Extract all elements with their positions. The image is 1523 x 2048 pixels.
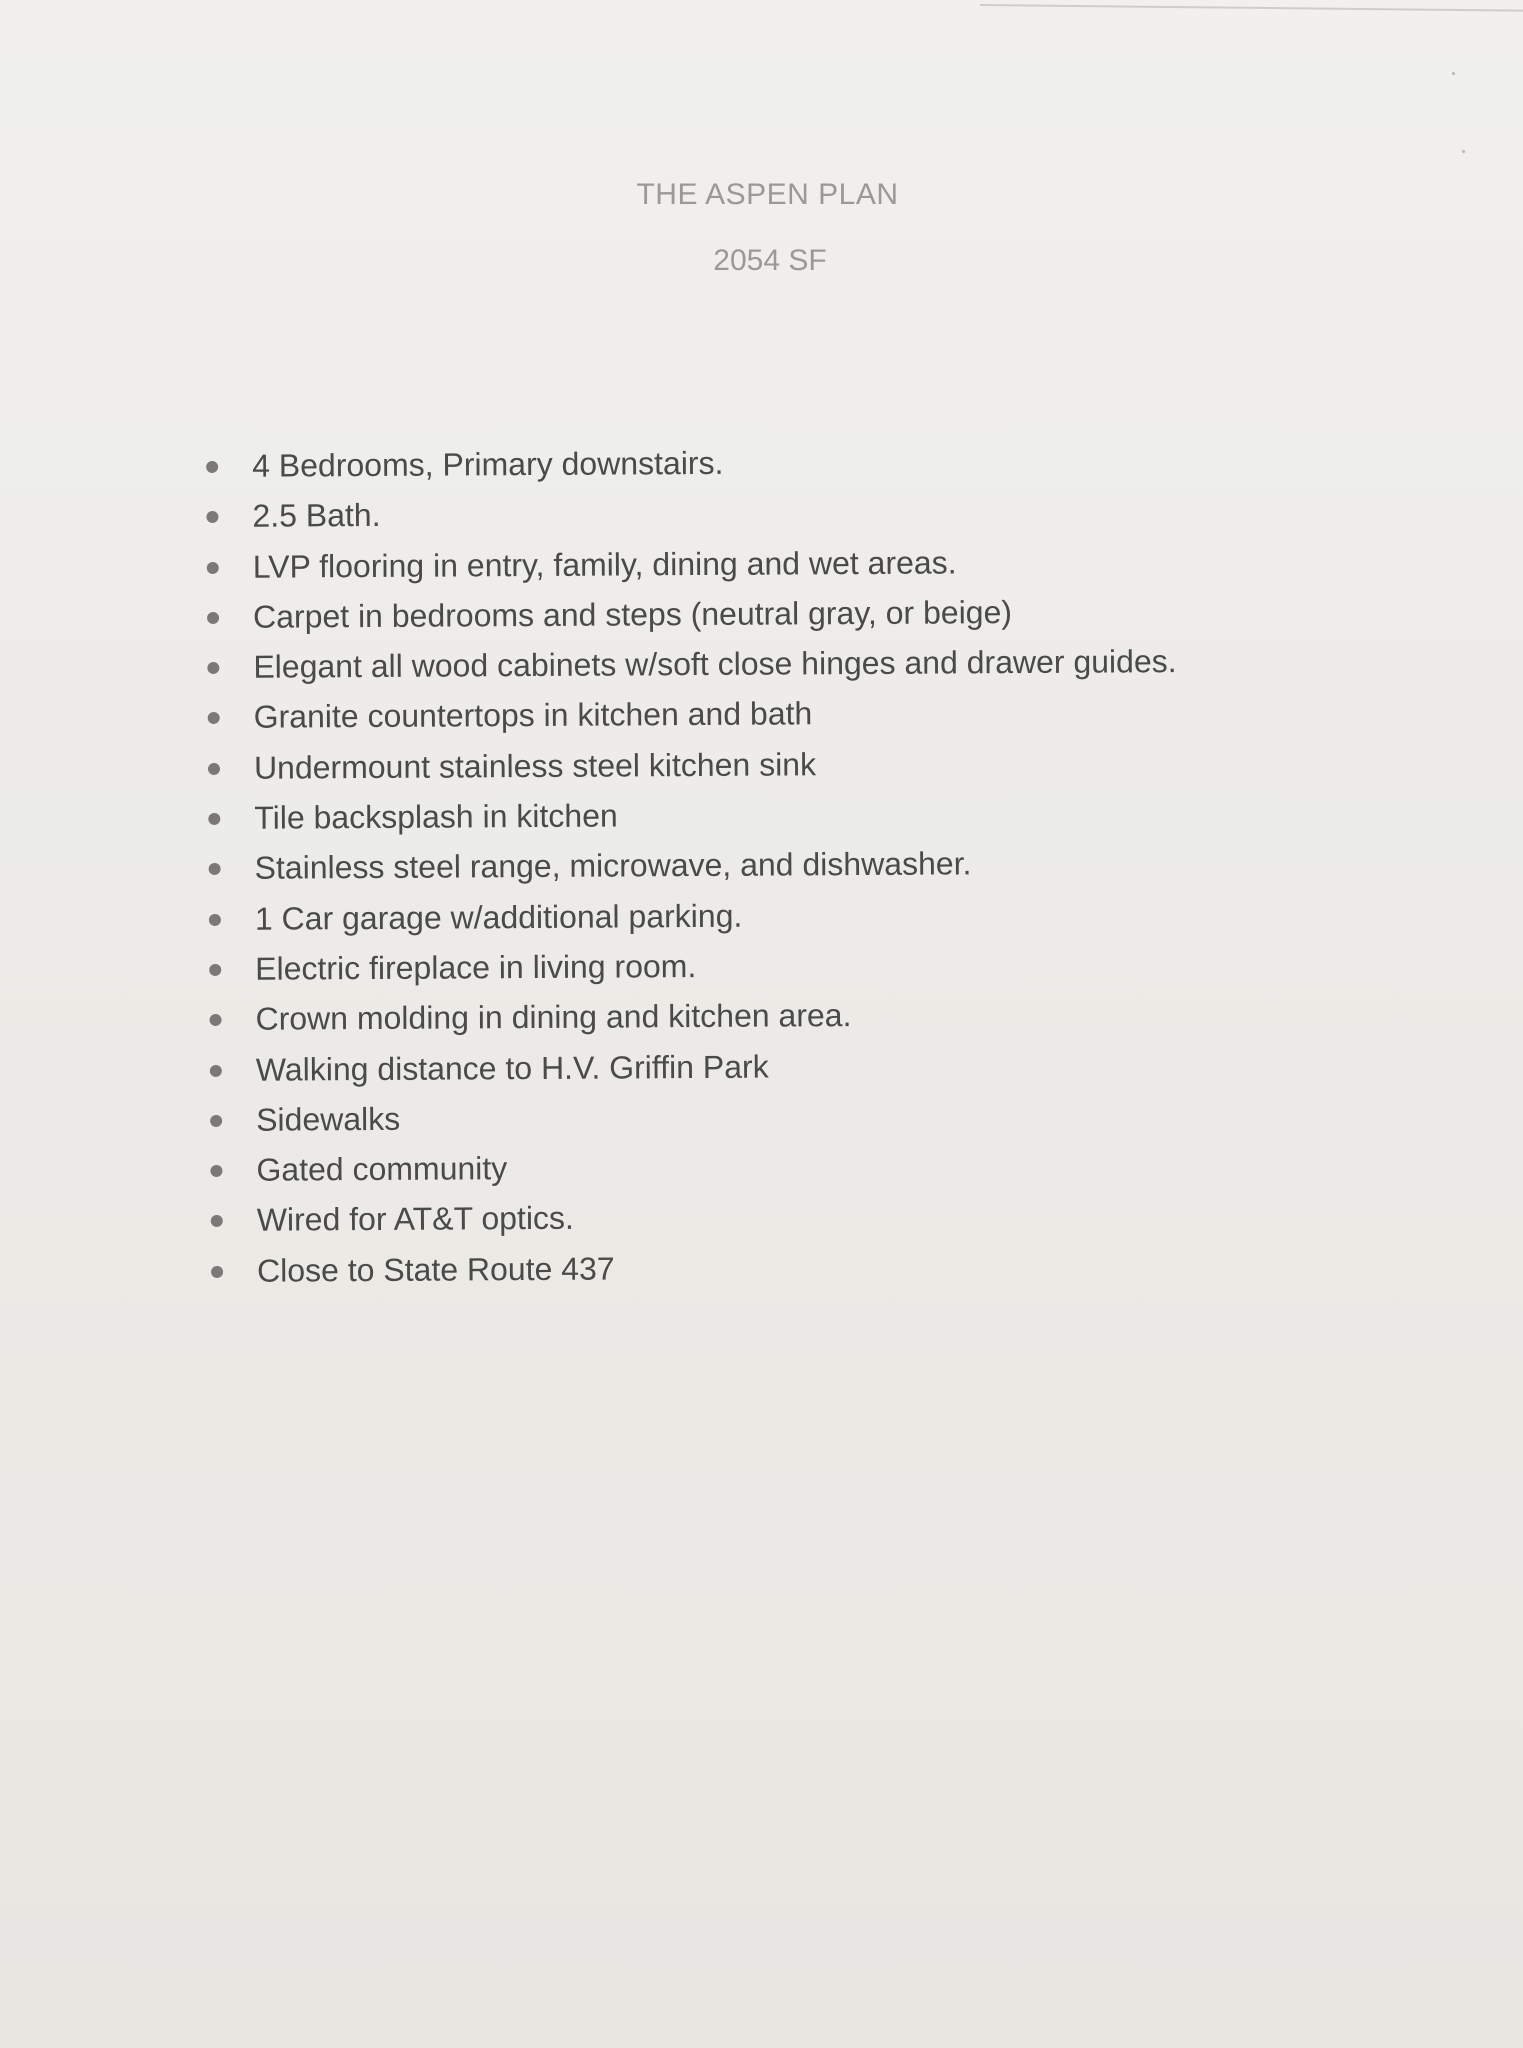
bullet-icon (211, 1266, 223, 1278)
paper-speck (1452, 72, 1455, 75)
bullet-icon (210, 1014, 222, 1026)
feature-text: Elegant all wood cabinets w/soft close hinges and drawer guides. (253, 643, 1177, 685)
feature-text: Walking distance to H.V. Griffin Park (255, 1048, 769, 1088)
bullet-icon (208, 712, 220, 724)
paper-speck (1462, 150, 1465, 153)
paper-edge-line (980, 4, 1523, 12)
feature-list (206, 441, 1177, 1296)
feature-text: 2.5 Bath. (252, 497, 381, 535)
feature-text: LVP flooring in entry, family, dining and wet areas. (252, 544, 957, 585)
feature-text: Gated community (256, 1150, 508, 1188)
bullet-icon (206, 461, 218, 473)
feature-text: Carpet in bedrooms and steps (neutral gray, or beige) (252, 593, 1013, 635)
feature-text: 4 Bedrooms, Primary downstairs. (252, 444, 724, 484)
feature-text: Sidewalks (256, 1100, 401, 1138)
feature-text: Granite countertops in kitchen and bath (253, 695, 813, 736)
feature-text: Tile backsplash in kitchen (254, 797, 618, 836)
bullet-icon (210, 1115, 222, 1127)
bullet-icon (209, 863, 221, 875)
bullet-icon (211, 1215, 223, 1227)
bullet-icon (207, 612, 219, 624)
feature-text: 1 Car garage w/additional parking. (254, 897, 743, 937)
feature-text: Electric fireplace in living room. (255, 947, 697, 987)
bullet-icon (208, 813, 220, 825)
bullet-icon (206, 511, 218, 523)
document-title: THE ASPEN PLAN (636, 178, 899, 211)
bullet-icon (210, 1165, 222, 1177)
feature-text: Wired for AT&T optics. (256, 1200, 574, 1239)
bullet-icon (209, 914, 221, 926)
feature-text: Stainless steel range, microwave, and dishwasher. (254, 845, 972, 887)
bullet-icon (207, 562, 219, 574)
bullet-icon (209, 964, 221, 976)
feature-text: Crown molding in dining and kitchen area. (255, 997, 852, 1037)
feature-text: Close to State Route 437 (256, 1250, 615, 1289)
bullet-icon (208, 763, 220, 775)
bullet-icon (207, 662, 219, 674)
document-subtitle: 2054 SF (713, 244, 827, 277)
bullet-icon (210, 1064, 222, 1076)
feature-text: Undermount stainless steel kitchen sink (253, 746, 817, 786)
